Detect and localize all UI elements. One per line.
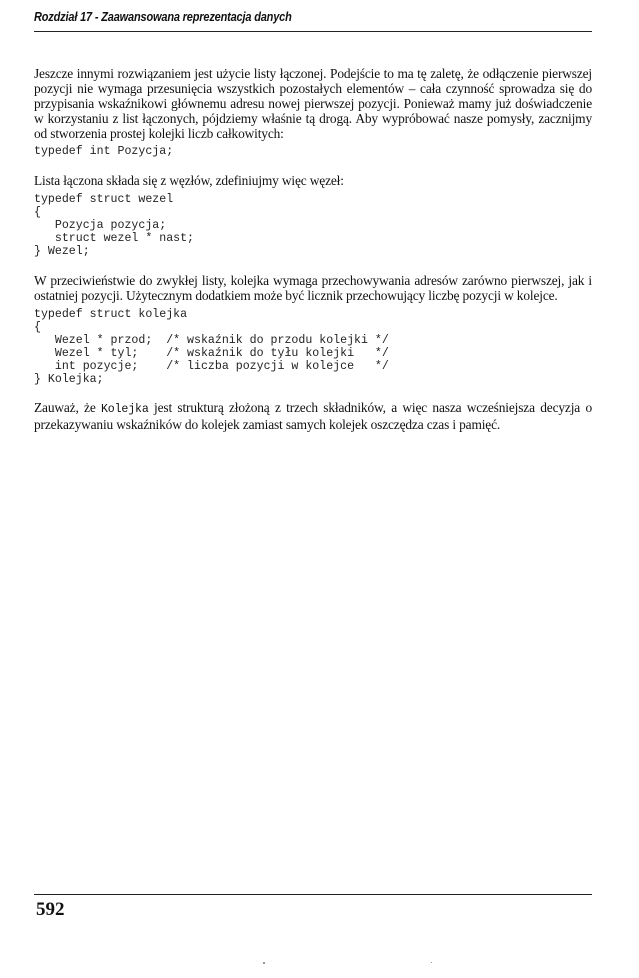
paragraph-queue: W przeciwieństwie do zwykłej listy, kolejka wymaga przechowywania adresów zarówno pierwszej, jak i ostatniej pozycji. Użytecznym dodatkiem może być licznik przechowujący liczbę pozycji w kolejce. xyxy=(34,273,592,303)
scan-speck xyxy=(263,962,265,964)
inline-code-kolejka: Kolejka xyxy=(101,403,149,416)
paragraph-conclusion xyxy=(34,400,592,432)
footer-divider xyxy=(34,894,592,895)
page-number: 592 xyxy=(36,899,65,920)
code-block-kolejka: typedef struct kolejka { Wezel * przod; /* wskaźnik do przodu kolejki */ Wezel * tyl; /* wskaźnik do tyłu kolejki */ int pozycje; /* liczba pozycji w kolejce */ } Kolejka; xyxy=(34,308,389,386)
paragraph-conclusion-end: jest strukturą złożoną z trzech składników, a więc nasza wcześniejsza decyzja o przekazywaniu wskaźników do kolejek zamiast samych kolejek oszczędza czas i pamięć. xyxy=(34,400,592,432)
header-divider xyxy=(34,31,592,32)
paragraph-nodes: Lista łączona składa się z węzłów, zdefiniujmy więc węzeł: xyxy=(34,173,344,188)
page-content xyxy=(34,66,592,432)
running-header: Rozdział 17 - Zaawansowana reprezentacja danych xyxy=(34,10,292,24)
paragraph-intro: Jeszcze innymi rozwiązaniem jest użycie listy łączonej. Podejście to ma tę zaletę, że odłączenie pierwszej pozycji nie wymaga przesunięcia wszystkich pozostałych elementów – cała czynność sprowadza się do przypisania wskaźnikowi głównemu adresu nowej pierwszej pozycji. Ponieważ mamy już doświadczenie w korzystaniu z list łączonych, pójdziemy właśnie tą drogą. Aby wypróbować nasze pomysły, zacznijmy od stworzenia prostej kolejki liczb całkowitych: xyxy=(34,66,592,141)
code-block-pozycja: typedef int Pozycja; xyxy=(34,145,174,158)
code-block-wezel: typedef struct wezel { Pozycja pozycja; struct wezel * nast; } Wezel; xyxy=(34,193,195,258)
paragraph-conclusion-start: Zauważ, że xyxy=(34,400,101,415)
scan-speck xyxy=(431,962,432,963)
